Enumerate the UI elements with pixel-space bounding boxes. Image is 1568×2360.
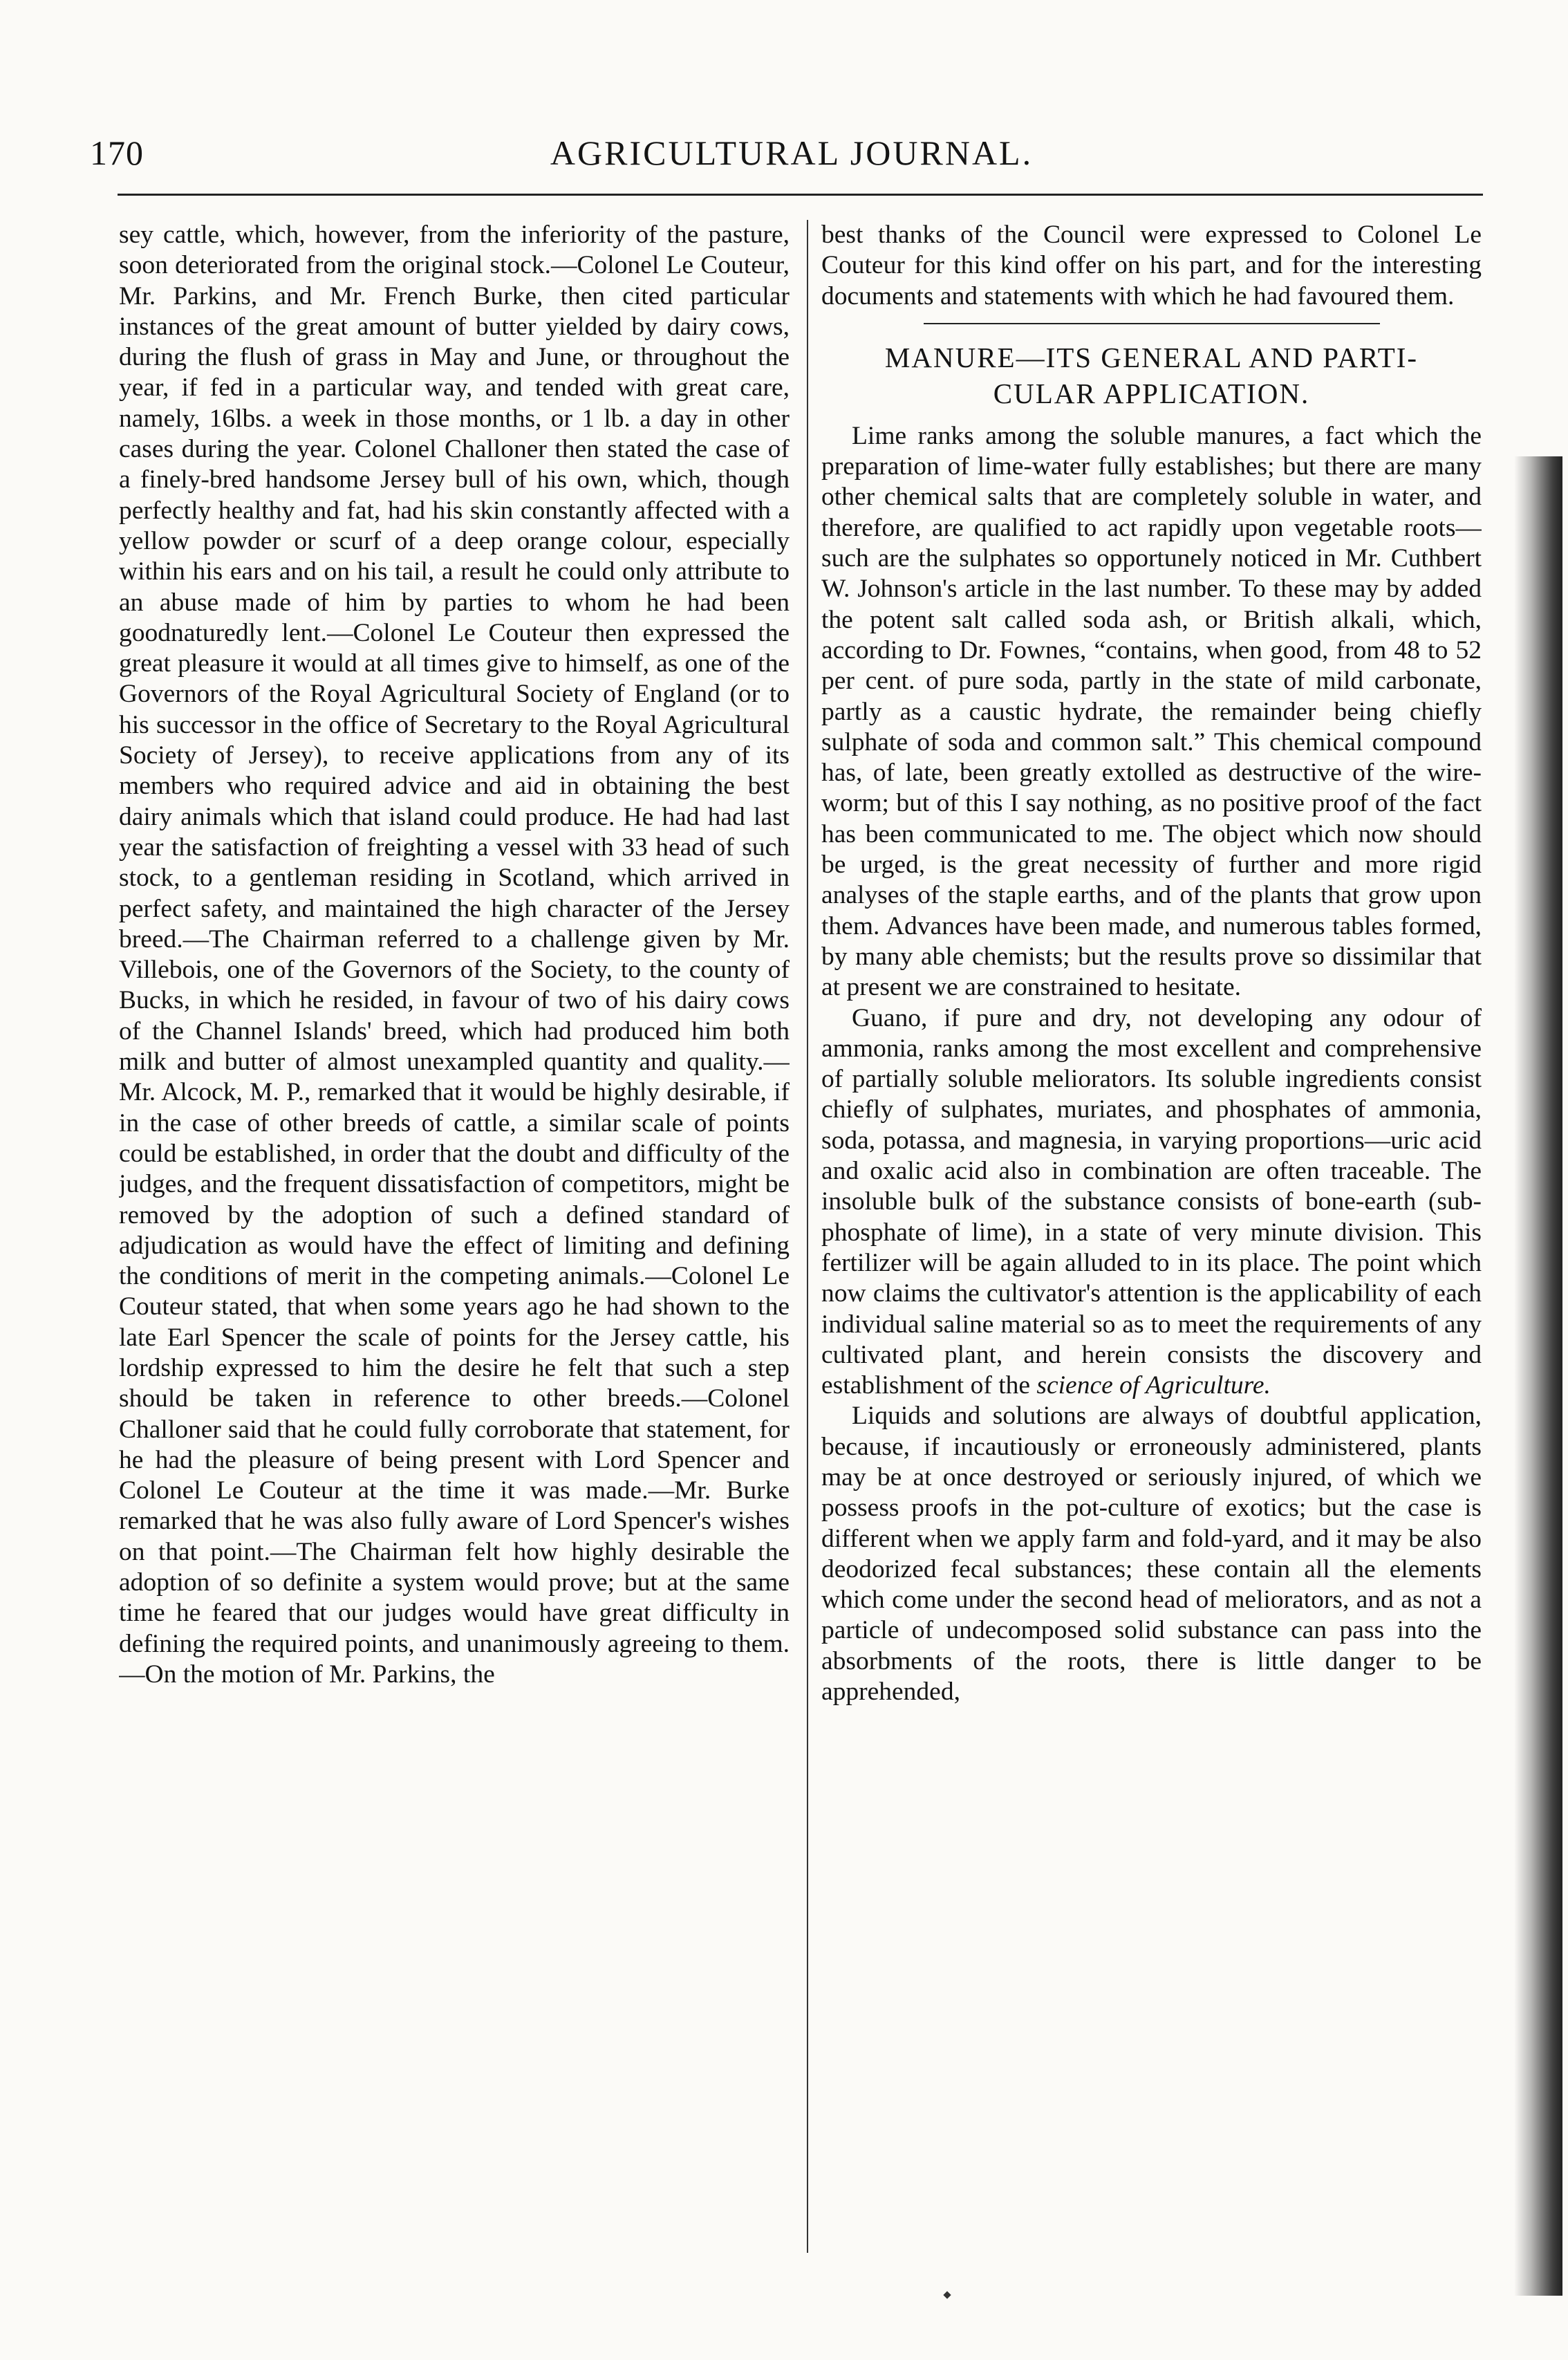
- footer-mark: [943, 2291, 951, 2298]
- page-number: 170: [90, 133, 144, 172]
- running-head: AGRICULTURAL JOURNAL.: [550, 133, 1034, 172]
- guano-paragraph-italic: science of Agriculture.: [1036, 1371, 1271, 1400]
- page-header: [90, 133, 1493, 188]
- section-rule: [924, 323, 1380, 324]
- guano-paragraph-text: Guano, if pure and dry, not developing any odour of ammonia, ranks among the most excellent and comprehensive of partially soluble meliorators. Its soluble ingredients consist chiefly of sulphates, muriates, and phosphates of ammonia, soda, potassa, and magnesia, in varying proportions—uric acid and oxalic acid also in combination are often traceable. The insoluble bulk of the substance consists of bone-earth (sub-phosphate of lime), in a state of very minute division. This fertilizer will be again alluded to in its place. The point which now claims the cultivator's attention is the applicability of each individual saline material so as to meet the requirements of any cultivated plant, and herein consists the discovery and establishment of the: [821, 1003, 1482, 1400]
- right-column: [821, 220, 1482, 2239]
- section-title-line-1: MANURE—ITS GENERAL AND PARTI-: [884, 341, 1419, 373]
- section-title-line-2: CULAR APPLICATION.: [993, 377, 1310, 409]
- section-title: [821, 340, 1482, 411]
- liquids-paragraph: Liquids and solutions are always of doubtful application, because, if incautiously or erroneously administered, plants may be at once destroyed or seriously injured, of which we possess proofs in the pot-culture of exotics; but the case is different when we apply farm and fold-yard, and it may be also deodorized fecal substances; these contain all the elements which come under the second head of meliorators, and as not a particle of undecomposed solid substance can pass into the absorbments of the roots, there is little danger to be apprehended,: [821, 1402, 1482, 1707]
- lime-paragraph: Lime ranks among the soluble manures, a fact which the preparation of lime-water fully establishes; but there are many other chemical salts that are completely soluble in water, and therefore, are qualified to act rapidly upon vegetable roots—such are the sulphates so opportunely noticed in Mr. Cuthbert W. Johnson's article in the last number. To these may by added the potent salt called soda ash, or British alkali, which, according to Dr. Fownes, “contains, when good, from 48 to 52 per cent. of pure soda, partly in the state of mild carbonate, partly as a caustic hydrate, the remainder being chiefly sulphate of soda and common salt.” This chemical compound has, of late, been greatly extolled as destructive of the wire-worm; but of this I say nothing, as no positive proof of the fact has been communicated to me. The object which now should be urged, is the great necessity of further and more rigid analyses of the staple earths, and of the plants that grow upon them. Advances have been made, and numerous tables formed, by many able chemists; but the results prove so dissimilar that at present we are constrained to hesitate.: [821, 421, 1482, 1002]
- continuation-paragraph: best thanks of the Council were expressed to Colonel Le Couteur for this kind offer on his part, and for the interesting documents and statements with which he had favoured them.: [821, 221, 1482, 310]
- left-column: [119, 220, 790, 2239]
- left-column-text: sey cattle, which, however, from the inferiority of the pasture, soon deteriorated from the original stock.—Colonel Le Couteur, Mr. Parkins, and Mr. French Burke, then cited particular instances of the great amount of butter yielded by dairy cows, during the flush of grass in May and June, or throughout the year, if fed in a particular way, and tended with great care, namely, 16lbs. a week in those months, or 1 lb. a day in other cases during the year. Colonel Challoner then stated the case of a finely-bred handsome Jersey bull of his own, which, though perfectly healthy and fat, had his skin constantly affected with a yellow powder or scurf of a deep orange colour, especially within his ears and on his tail, a result he could only attribute to an abuse made of him by parties to whom he had been goodnaturedly lent.—Colonel Le Couteur then expressed the great pleasure it would at all times give to himself, as one of the Governors of the Royal Agricultural Society of England (or to his successor in the office of Secretary to the Royal Agricultural Society of Jersey), to receive applications from any of its members who required advice and aid in obtaining the best dairy animals which that island could produce. He had had last year the satisfaction of freighting a vessel with 33 head of such stock, to a gentleman residing in Scotland, which arrived in perfect safety, and maintained the high character of the Jersey breed.—The Chairman referred to a challenge given by Mr. Villebois, one of the Governors of the Society, to the county of Bucks, in which he resided, in favour of two of his dairy cows of the Channel Islands' breed, which had produced him both milk and butter of almost unexampled quantity and quality.—Mr. Alcock, M. P., remarked that it would be highly desirable, if in the case of other breeds of cattle, a similar scale of points could be established, in order that the doubt and difficulty of the judges, and the frequent dissatisfaction of competitors, might be removed by the adoption of such a defined standard of adjudication as would have the effect of limiting and defining the conditions of merit in the competing animals.—Colonel Le Couteur stated, that when some years ago he had shown to the late Earl Spencer the scale of points for the Jersey cattle, his lordship expressed to him the desire he felt that such a step should be taken in reference to other breeds.—Colonel Challoner said that he could fully corroborate that statement, for he had the pleasure of being present with Lord Spencer and Colonel Le Couteur at the time it was made.—Mr. Burke remarked that he was also fully aware of Lord Spencer's wishes on that point.—The Chairman felt how highly desirable the adoption of so definite a system would prove; but at the same time he feared that our judges would have great difficulty in defining the required points, and unanimously agreeing to them.—On the motion of Mr. Parkins, the: [119, 221, 790, 1689]
- header-rule: [118, 194, 1483, 196]
- page-edge-shadow: [1514, 456, 1562, 2296]
- guano-paragraph: [821, 1003, 1482, 1402]
- column-divider: [807, 220, 808, 2253]
